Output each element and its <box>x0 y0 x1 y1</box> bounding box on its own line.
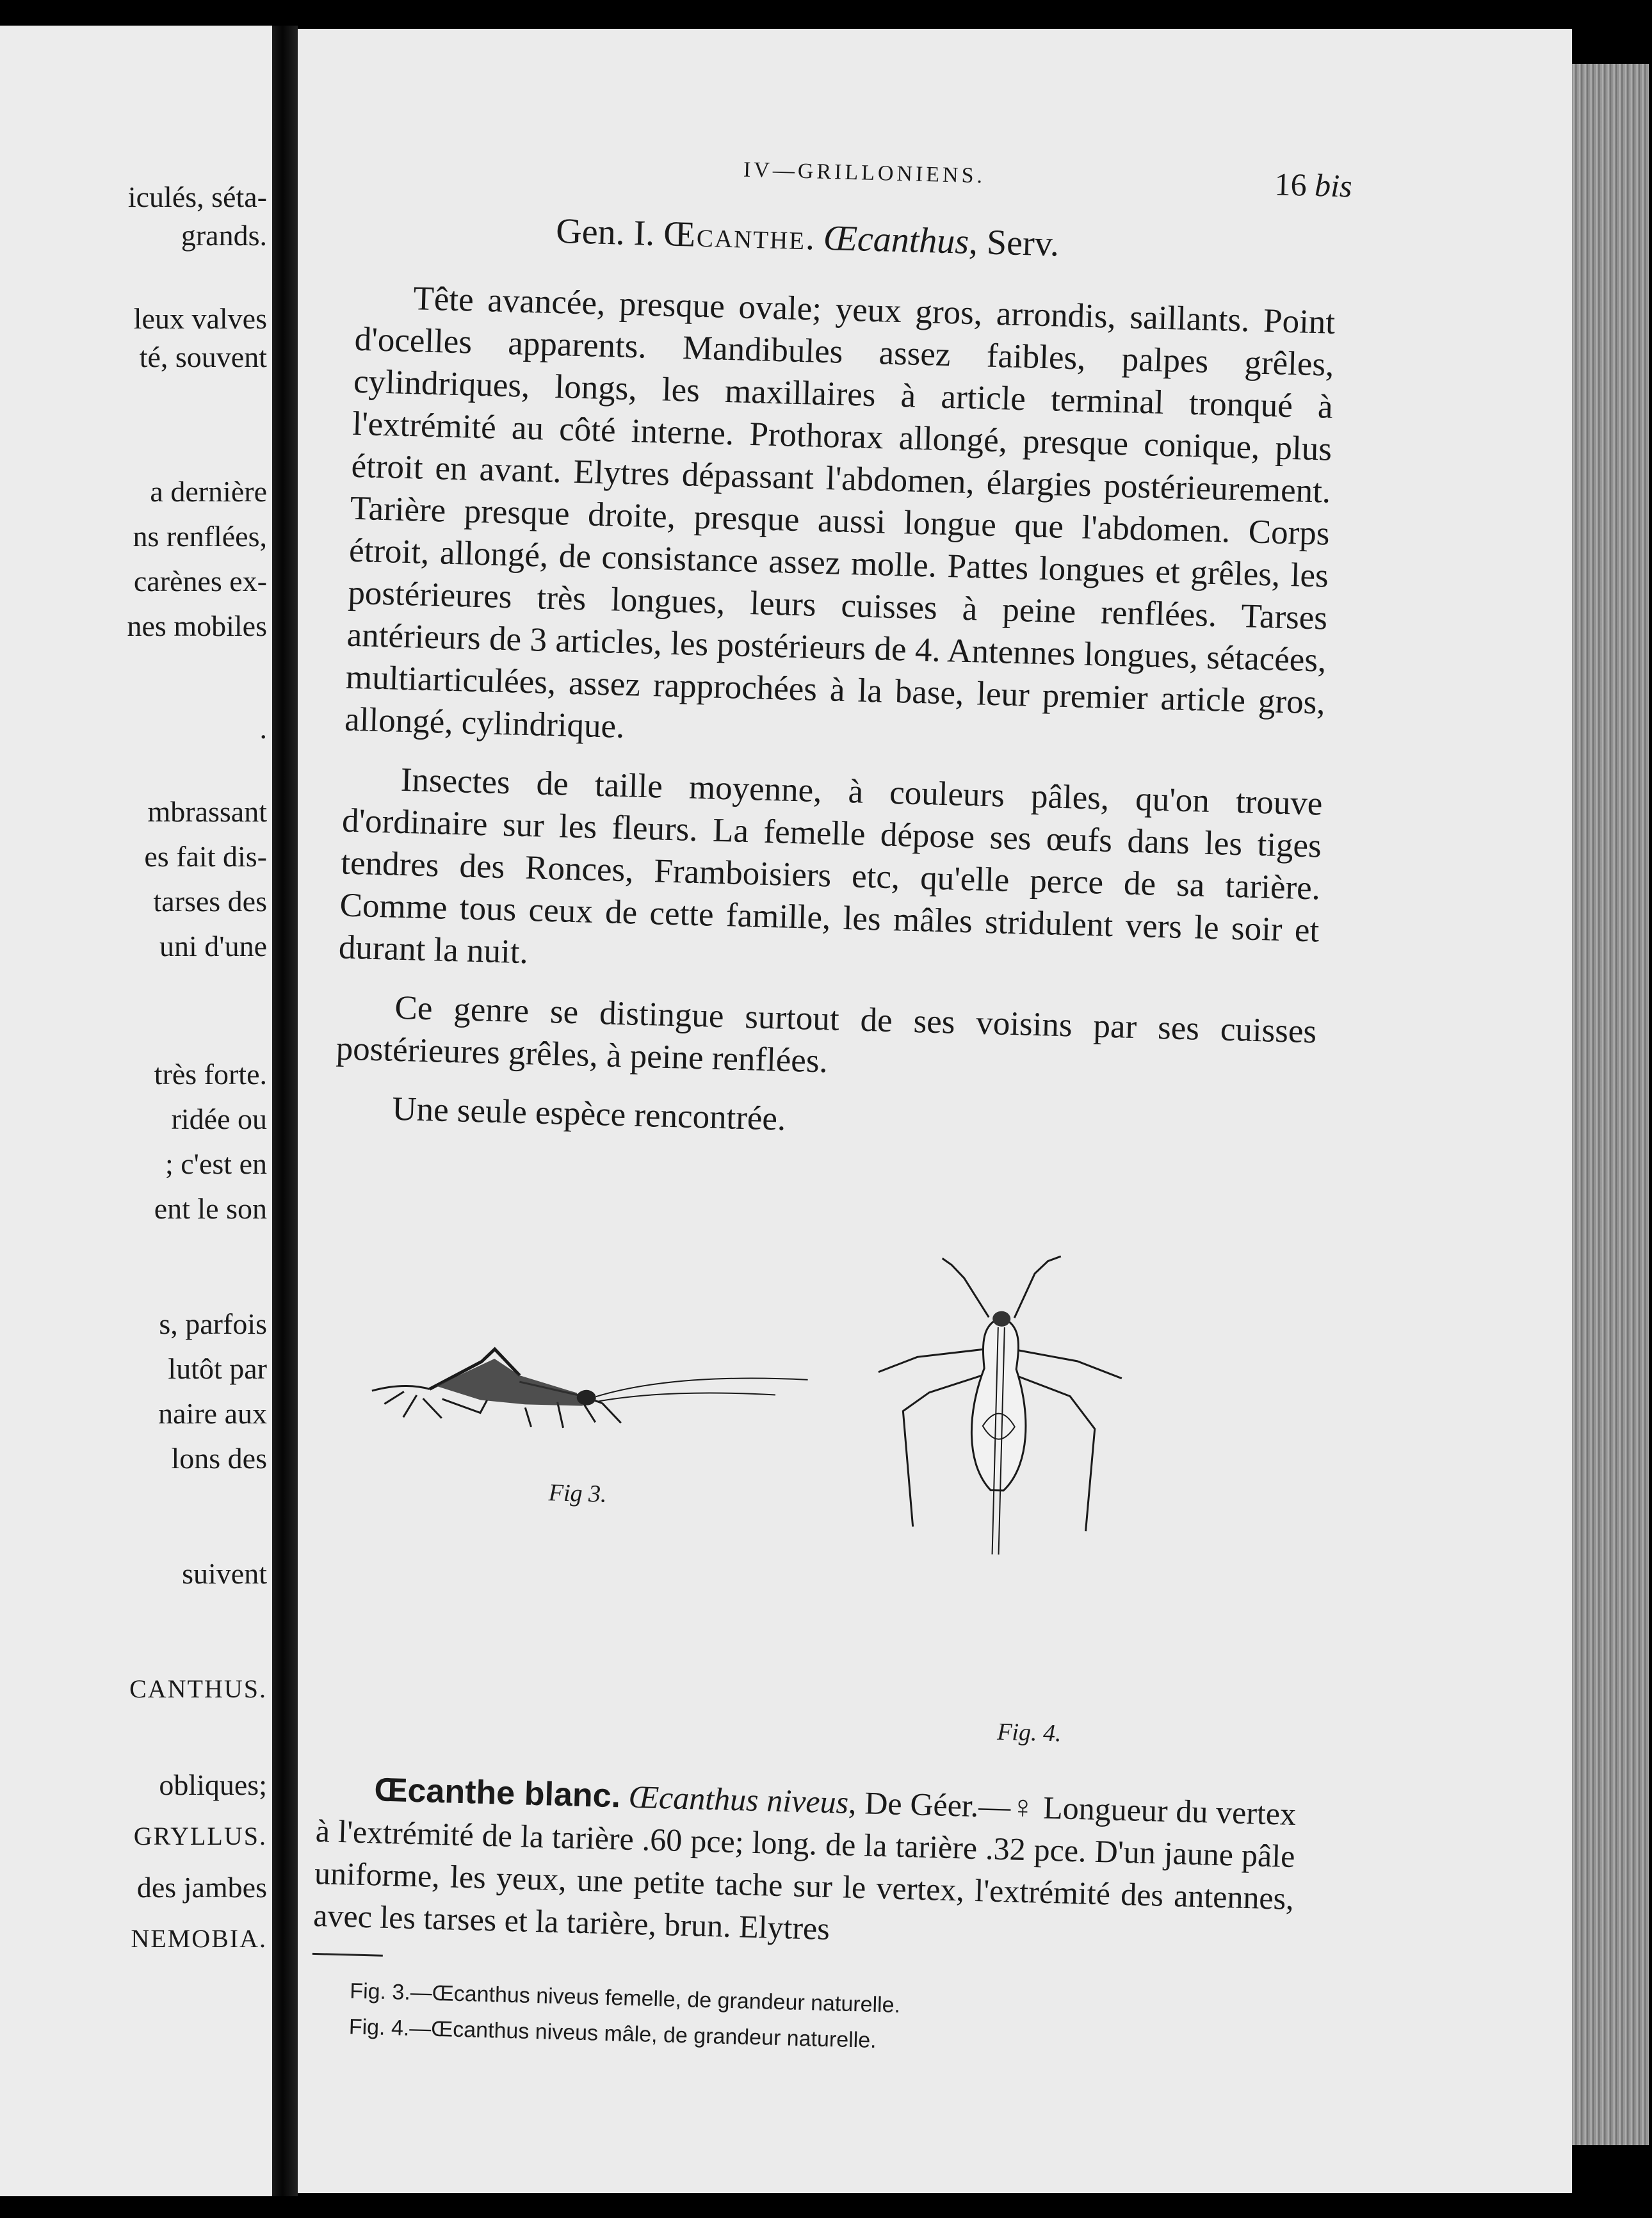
left-page-line: CANTHUS. <box>129 1674 267 1703</box>
paragraph: Une seule espèce rencontrée. <box>391 1090 787 1138</box>
left-page-line: tarses des <box>153 885 267 918</box>
left-page-line: ridée ou <box>171 1103 267 1135</box>
left-page-line: a dernière <box>150 475 267 508</box>
left-page-line: suivent <box>182 1557 267 1590</box>
figure-captions <box>348 1973 1246 2068</box>
left-page-line: carènes ex- <box>133 565 267 597</box>
left-page-line: es fait dis- <box>144 840 267 873</box>
page-number: 16 bis <box>1274 166 1353 204</box>
left-page-line: leux valves <box>133 302 267 335</box>
left-page-line: té, souvent <box>139 341 267 373</box>
caption-fig3: Fig. 3.—Œcanthus niveus femelle, de grandeur naturelle. <box>349 1979 901 2018</box>
left-page-line: uni d'une <box>159 930 267 962</box>
left-page-line: lons des <box>171 1442 267 1475</box>
left-page-line: obliques; <box>159 1769 267 1801</box>
page-suffix: bis <box>1314 166 1353 204</box>
left-page-line: mbrassant <box>147 795 267 828</box>
species-latin: Œcanthus niveus <box>628 1778 849 1820</box>
fig3-label: Fig 3. <box>548 1479 608 1508</box>
paragraph: Insectes de taille moyenne, à couleurs pâles, qu'on trouve d'ordinaire sur les fleurs. La femelle dépose ses œufs dans les tiges tendres des Ronces, Framboisiers etc, qu'elle perce de sa tarière. Comme tous ceux de cette famille, les mâles stridulent vers le soir et durant la nuit. <box>338 761 1324 971</box>
left-page-line: s, parfois <box>159 1307 267 1340</box>
right-page <box>298 29 1572 2193</box>
page-edge <box>1572 64 1649 2145</box>
left-page-line: ent le son <box>154 1192 267 1225</box>
left-page-line: NEMOBIA. <box>131 1924 267 1953</box>
left-page-line: . <box>259 712 267 745</box>
caption-fig4: Fig. 4.—Œcanthus niveus mâle, de grandeur naturelle. <box>348 2014 877 2053</box>
genus-description <box>334 276 1336 1171</box>
running-head: IV—GRILLONIENS. <box>743 158 986 188</box>
left-page-line: ; c'est en <box>165 1147 267 1180</box>
left-page <box>0 26 272 2196</box>
paragraph: Tête avancée, presque ovale; yeux gros, arrondis, saillants. Point d'ocelles apparents. Mandibules assez faibles, palpes grêles, cylindriques, longs, les maxillaires à article terminal tronqué à l'extrémité au côté interne. Prothorax allongé, presque conique, plus étroit en avant. Elytres dépassant l'abdomen, élargies postérieurement. Tarière presque droite, presque aussi longue que l'abdomen. Corps étroit, allongé, de consistance assez molle. Pattes longues et grêles, les postérieures très longues, leurs cuisses à peine renflées. Tarses antérieurs de 3 articles, les postérieurs de 4. Antennes longues, sétacées, multiarticulées, assez rapprochées à la base, leur premier article gros, allongé, cylindrique. <box>344 280 1336 745</box>
left-page-line: très forte. <box>154 1058 267 1090</box>
left-page-line: ns renflées, <box>133 520 267 553</box>
left-page-line: naire aux <box>158 1397 267 1430</box>
left-page-line: lutôt par <box>168 1352 267 1385</box>
genus-name: Œcanthe <box>663 214 806 258</box>
page-content <box>268 12 1599 2209</box>
paragraph: Ce genre se distingue surtout de ses voisins par ses cuisses postérieures grêles, à peine renflées. <box>336 989 1317 1080</box>
genus-title: Gen. I. Œcanthe. Œcanthus, Serv. <box>555 211 1060 264</box>
species-text: , De Géer.—♀ Longueur du vertex à l'extrémité de la tarière .60 pce; long. de la tarière .32 pce. D'un jaune pâle uniforme, les yeux, une petite tache sur le vertex, l'extrémité des antennes, avec les tarses et la tarière, brun. Elytres <box>312 1784 1297 1947</box>
left-page-line: iculés, séta- <box>127 181 267 213</box>
fig4-illustration <box>860 1243 1151 1609</box>
left-page-line: grands. <box>181 219 267 252</box>
species-description <box>313 1767 1297 1962</box>
figures <box>357 1282 1201 1745</box>
left-page-line: nes mobiles <box>127 610 267 642</box>
left-page-line: des jambes <box>136 1871 267 1904</box>
genus-latin: Œcanthus <box>823 218 969 262</box>
fig4-label: Fig. 4. <box>996 1718 1062 1747</box>
fig3-illustration <box>364 1320 816 1473</box>
footnote-rule <box>312 1953 383 1957</box>
species-name: Œcanthe blanc. <box>373 1771 621 1815</box>
left-page-line: GRYLLUS. <box>133 1822 267 1850</box>
